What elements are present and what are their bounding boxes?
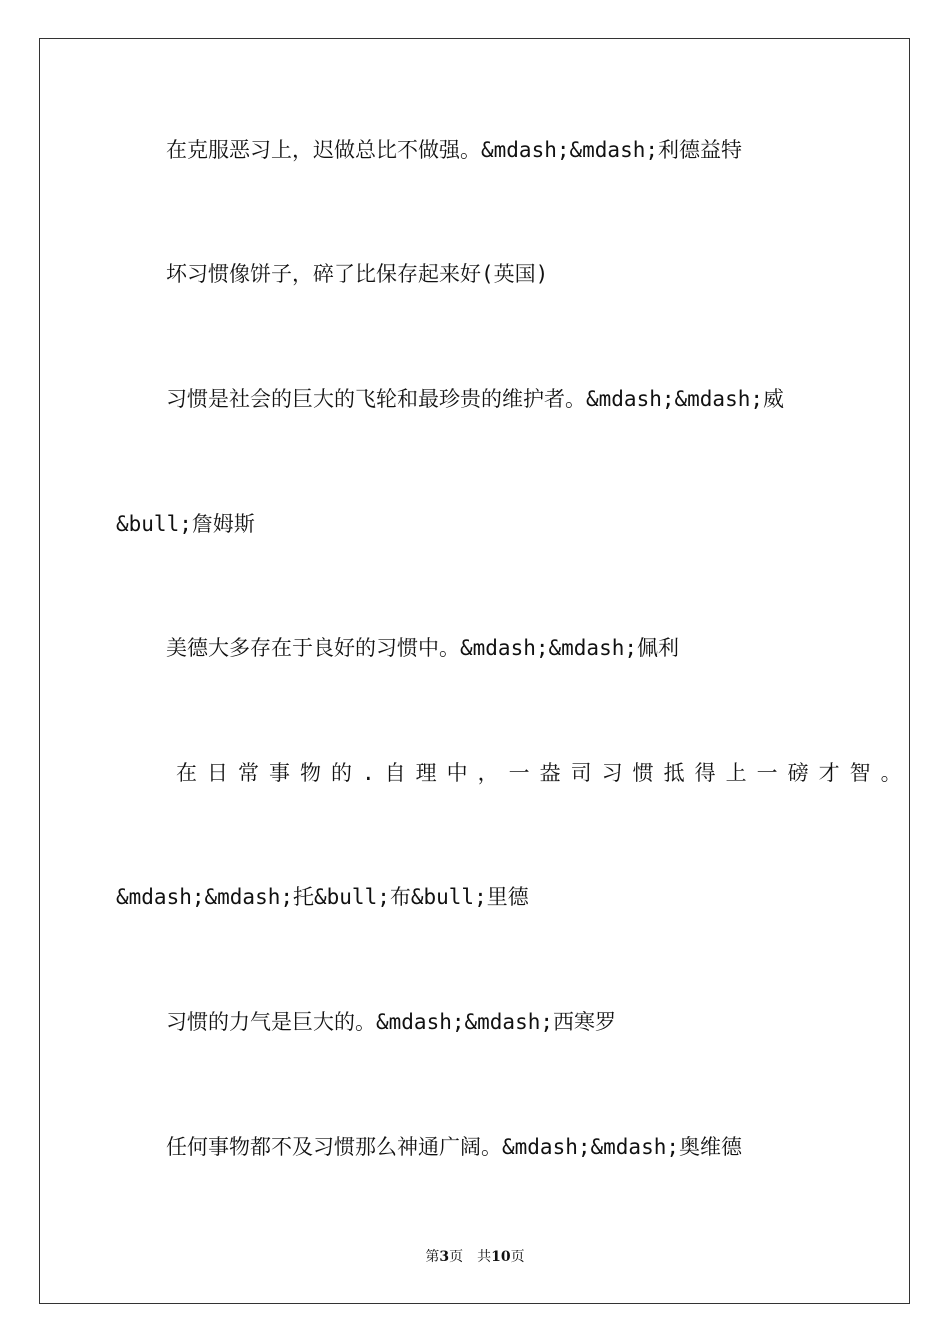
text-line: 习惯的力气是巨大的。&mdash;&mdash;西寒罗 <box>166 1010 617 1034</box>
page-prefix: 第 <box>425 1249 440 1265</box>
text-line: 在克服恶习上，迟做总比不做强。&mdash;&mdash;利德益特 <box>166 138 743 162</box>
total-suffix: 页 <box>510 1249 525 1265</box>
text-line: &mdash;&mdash;托&bull;布&bull;里德 <box>116 885 529 909</box>
text-line: 在日常事物的.自理中，一盎司习惯抵得上一磅才智。 <box>176 761 912 785</box>
text-line: 美德大多存在于良好的习惯中。&mdash;&mdash;佩利 <box>166 636 680 660</box>
page-suffix: 页 <box>449 1249 464 1265</box>
text-line: 任何事物都不及习惯那么神通广阔。&mdash;&mdash;奥维德 <box>166 1135 743 1159</box>
text-line: 习惯是社会的巨大的飞轮和最珍贵的维护者。&mdash;&mdash;威 <box>166 387 785 411</box>
total-prefix: 共 <box>477 1249 492 1265</box>
total-pages: 10 <box>491 1249 511 1265</box>
page-border <box>39 38 910 1304</box>
page-number: 3 <box>439 1249 450 1265</box>
page-footer <box>0 1248 950 1266</box>
text-line: 坏习惯像饼子，碎了比保存起来好(英国) <box>166 262 549 286</box>
text-line: &bull;詹姆斯 <box>116 512 255 536</box>
